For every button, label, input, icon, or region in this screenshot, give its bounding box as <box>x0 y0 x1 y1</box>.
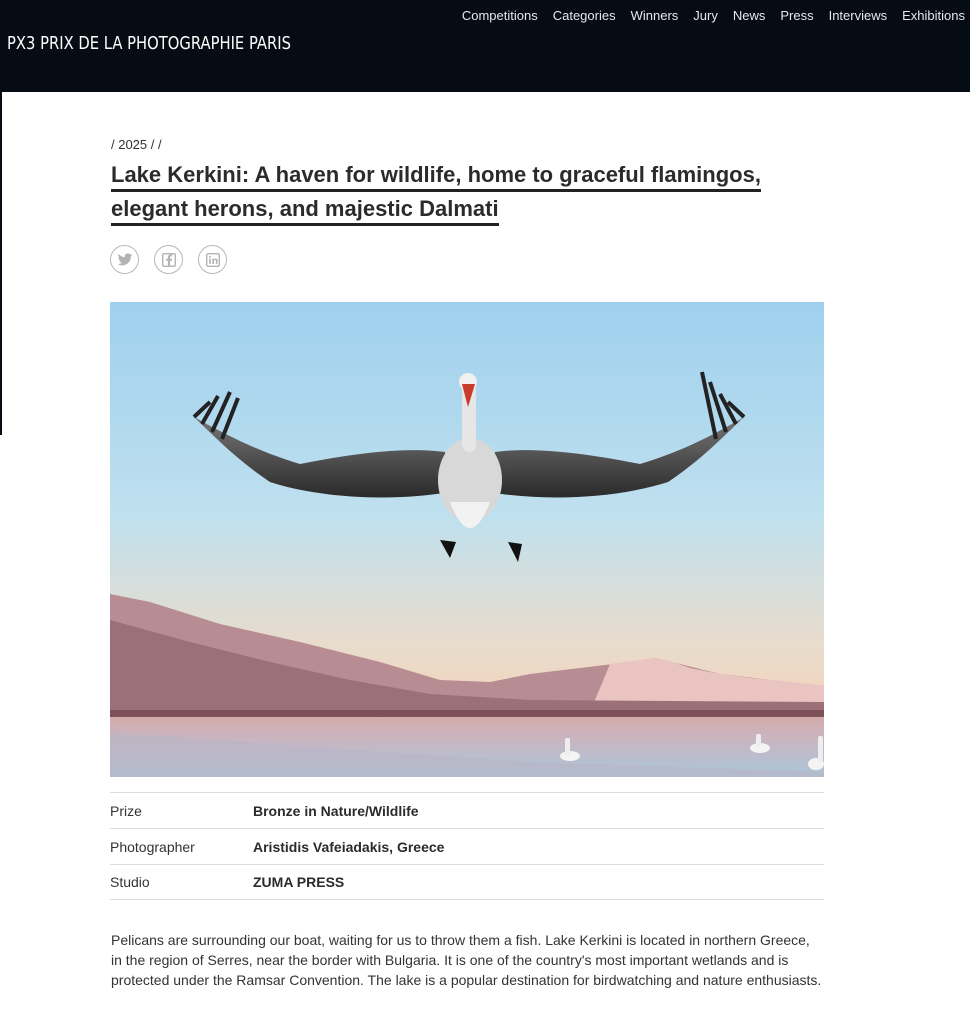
pelican-photo-illustration <box>110 302 824 777</box>
linkedin-share-button[interactable] <box>198 245 227 274</box>
site-header <box>0 0 970 92</box>
main-nav <box>462 8 965 23</box>
nav-news[interactable]: News <box>732 8 766 23</box>
detail-value: Bronze in Nature/Wildlife <box>253 802 419 819</box>
page-title-text: Lake Kerkini: A haven for wildlife, home to graceful flamingos, elegant herons, and majestic Dalmati <box>111 162 761 226</box>
detail-label: Studio <box>110 874 150 890</box>
nav-exhibitions[interactable]: Exhibitions <box>902 8 965 23</box>
nav-categories[interactable]: Categories <box>552 8 616 23</box>
page-title <box>111 158 831 226</box>
nav-competitions[interactable]: Competitions <box>461 8 538 23</box>
site-logo[interactable]: PX3 PRIX DE LA PHOTOGRAPHIE PARIS <box>7 33 291 54</box>
twitter-share-button[interactable] <box>110 245 139 274</box>
photo-description: Pelicans are surrounding our boat, waiting for us to throw them a fish. Lake Kerkini is located in northern Greece, in the region of Serres, near the border with Bulgaria. It is one of the country's most important wetlands and is protected under the Ramsar Convention. The lake is a popular destination for birdwatching and nature enthusiasts. <box>111 932 822 988</box>
facebook-icon <box>162 253 176 267</box>
nav-interviews[interactable]: Interviews <box>828 8 888 23</box>
detail-row-studio <box>110 864 824 900</box>
detail-value: ZUMA PRESS <box>253 874 345 890</box>
detail-row-photographer <box>110 828 824 864</box>
winning-photo[interactable] <box>110 302 824 777</box>
detail-value[interactable]: Aristidis Vafeiadakis, Greece <box>253 838 445 855</box>
detail-label: Photographer <box>110 838 195 855</box>
linkedin-icon <box>206 253 220 267</box>
left-edge-bar <box>0 92 2 435</box>
photo-details <box>110 792 824 900</box>
detail-row-prize <box>110 792 824 828</box>
nav-jury[interactable]: Jury <box>693 8 718 23</box>
detail-label: Prize <box>110 802 142 819</box>
social-share <box>110 245 227 274</box>
twitter-icon <box>117 253 133 267</box>
nav-press[interactable]: Press <box>780 8 814 23</box>
breadcrumb: / 2025 / / <box>111 137 162 152</box>
facebook-share-button[interactable] <box>154 245 183 274</box>
nav-winners[interactable]: Winners <box>630 8 679 23</box>
